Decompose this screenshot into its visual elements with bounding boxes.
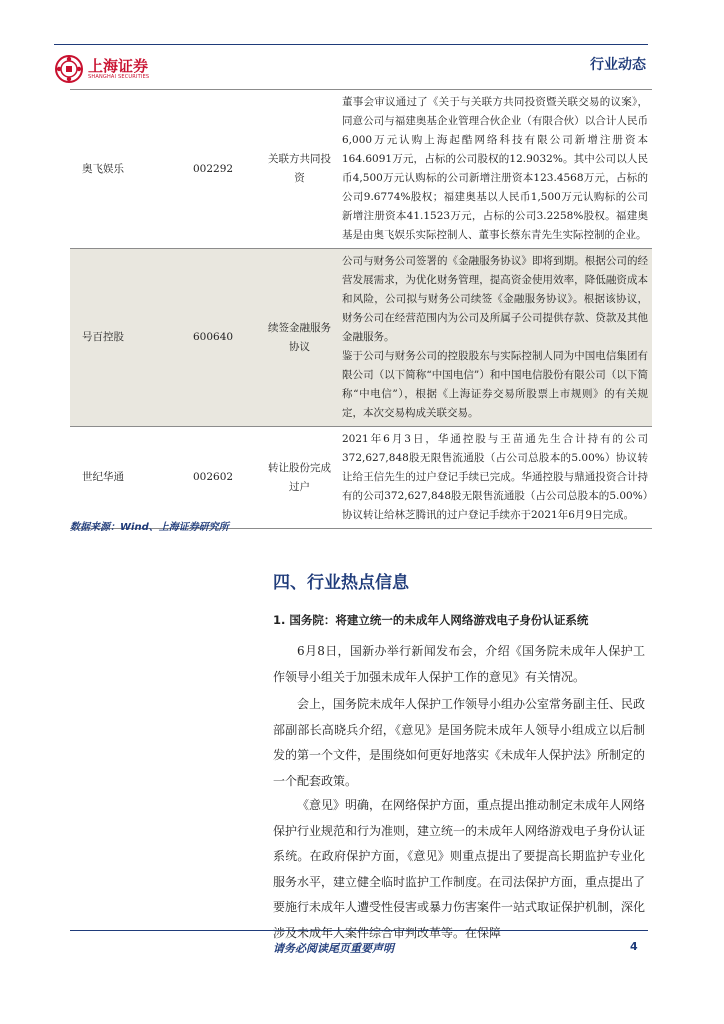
body-paragraph: 6月8日，国新办举行新闻发布会，介绍《国务院未成年人保护工作领导小组关于加强未成年人保护工作的意见》有关情况。 [273, 644, 645, 684]
logo-chinese-name: 上海证券 [88, 56, 149, 75]
page-header [40, 42, 650, 82]
company-name: 世纪华通 [70, 427, 175, 529]
table-row [70, 427, 652, 529]
table-row [70, 249, 652, 427]
company-name: 奥飞娱乐 [70, 90, 175, 249]
logo-mark-icon [54, 54, 84, 84]
header-divider [54, 44, 648, 45]
description-paragraph: 公司与财务公司签署的《金融服务协议》即将到期。根据公司的经营发展需求，为优化财务管理，提高资金使用效率，降低融资成本和风险，公司拟与财务公司续签《金融服务协议》。根据该协议，财务公司在经营范围内为公司及所属子公司提供存款、贷款及其他金融服务。 [342, 255, 648, 343]
stock-code: 002292 [175, 90, 263, 249]
disclaimer-note: 请务必阅读尾页重要声明 [273, 942, 394, 955]
section-subtitle: 1. 国务院：将建立统一的未成年人网络游戏电子身份认证系统 [273, 613, 589, 627]
data-source-note: 数据来源：Wind、上海证券研究所 [70, 522, 229, 533]
footer-divider [70, 930, 648, 931]
stock-code: 600640 [175, 249, 263, 427]
brand-logo [54, 54, 149, 84]
report-category: 行业动态 [590, 57, 646, 73]
page-number: 4 [630, 940, 638, 953]
description-paragraph: 董事会审议通过了《关于与关联方共同投资暨关联交易的议案》，同意公司与福建奥基企业管理合伙企业（有限合伙）以合计人民币6,000万元认购上海起酷网络科技有限公司新增注册资本164.6091万元，占标的公司股权的12.9032%。其中公司以人民币4,500万元认购标的公司新增注册资本123.4568万元，占标的公司9.6774%股权；福建奥基以人民币1,500万元认购标的公司新增注册资本41.1523万元，占标的公司3.2258%股权。福建奥基是由奥飞娱乐实际控制人、董事长蔡东青先生实际控制的企业。 [342, 96, 648, 241]
event-type: 关联方共同投资 [263, 90, 336, 249]
event-type: 续签金融服务协议 [263, 249, 336, 427]
announcement-table [70, 89, 652, 529]
body-paragraph: 会上，国务院未成年人保护工作领导小组办公室常务副主任、民政部副部长高晓兵介绍，《意见》是国务院未成年人领导小组成立以后制发的第一个文件，是围绕如何更好地落实《未成年人保护法》所制定的一个配套政策。 [273, 697, 646, 788]
event-description [336, 90, 652, 249]
stock-code: 002602 [175, 427, 263, 529]
event-description [336, 427, 652, 529]
description-paragraph: 鉴于公司与财务公司的控股股东与实际控制人同为中国电信集团有限公司（以下简称“中国电信”）和中国电信股份有限公司（以下简称“中电信”），根据《上海证券交易所股票上市规则》的有关规定，本次交易构成关联交易。 [342, 350, 648, 419]
section-title: 四、行业热点信息 [273, 573, 409, 593]
body-paragraph: 《意见》明确，在网络保护方面，重点提出推动制定未成年人网络保护行业规范和行为准则，建立统一的未成年人网络游戏电子身份认证系统。在政府保护方面，《意见》则重点提出了要提高长期监护专业化服务水平，建立健全临时监护工作制度。在司法保护方面，重点提出了要施行未成年人遭受性侵害或暴力伤害案件一站式取证保护机制，深化涉及未成年人案件综合审判改革等。在保障 [273, 798, 646, 940]
table-row [70, 90, 652, 249]
event-type: 转让股份完成过户 [263, 427, 336, 529]
description-paragraph: 2021年6月3日，华通控股与王苗通先生合计持有的公司372,627,848股无限售流通股（占公司总股本的5.00%）协议转让给王信先生的过户登记手续已完成。华通控股与鼎通投资合计持有的公司372,627,848股无限售流通股（占公司总股本的5.00%）协议转让给林芝腾讯的过户登记手续亦于2021年6月9日完成。 [342, 433, 648, 521]
logo-english-name: SHANGHAI SECURITIES [88, 73, 150, 80]
company-name: 号百控股 [70, 249, 175, 427]
event-description [336, 249, 652, 427]
